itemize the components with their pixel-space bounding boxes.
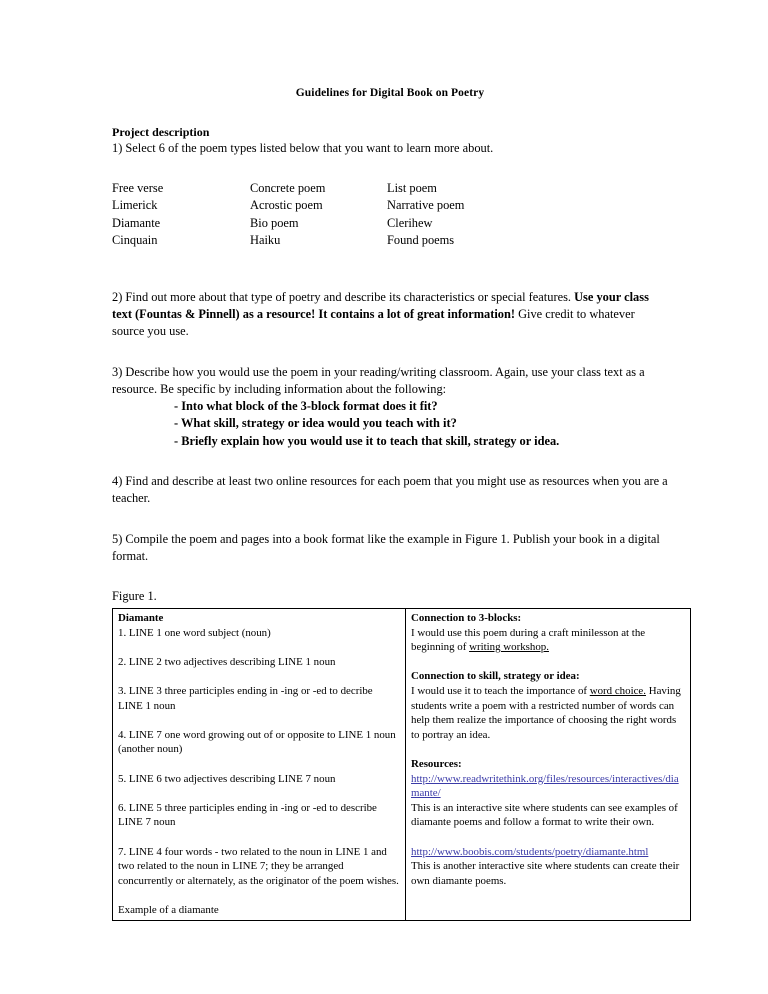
spacer (112, 450, 668, 473)
poem-type-cell: Haiku (250, 232, 281, 247)
diamante-heading: Diamante (118, 612, 164, 625)
spacer (112, 508, 668, 531)
spacer (118, 786, 400, 801)
poem-type-cell: Limerick (112, 198, 158, 213)
table-row (112, 215, 464, 232)
instruction-item-2 (112, 289, 668, 341)
table-row (112, 197, 464, 214)
diamante-line: 5. LINE 6 two adjectives describing LINE 7 noun (118, 772, 336, 785)
figure-left-cell (113, 609, 406, 920)
instruction-item-1: 1) Select 6 of the poem types listed below that you want to learn more about. (112, 141, 494, 155)
poem-type-cell: Diamante (112, 215, 161, 230)
table-row (112, 232, 464, 249)
poem-type-cell: List poem (387, 181, 437, 196)
diamante-line: 2. LINE 2 two adjectives describing LINE 1 noun (118, 655, 336, 668)
diamante-line: 7. LINE 4 four words - two related to the noun in LINE 1 and two related to the noun in LINE 7; they be arranged concurrently or alternately, as the originator of the poem wishes. (118, 845, 399, 887)
poem-type-cell: Clerihew (387, 215, 433, 230)
diamante-example-label: Example of a diamante (118, 903, 219, 916)
diamante-line: 6. LINE 5 three participles ending in -ing or -ed to describe LINE 7 noun (118, 801, 377, 829)
item2-bold-emphasis: Use your class text (Fountas & Pinnell) as a resource! It contains a lot of great information! (112, 290, 649, 322)
resource-link-2[interactable]: http://www.boobis.com/students/poetry/diamante.html (411, 845, 649, 858)
spacer (118, 640, 400, 655)
instruction-item-3-intro: 3) Describe how you would use the poem in your reading/writing classroom. Again, use your class text as a resource. Be specific by including information about the following: (112, 364, 645, 396)
instruction-item-3-bullets (112, 398, 668, 450)
spacer (118, 830, 400, 845)
diamante-line: 4. LINE 7 one word growing out of or opposite to LINE 1 noun (another noun) (118, 728, 396, 756)
connection-3blocks-heading: Connection to 3-blocks: (411, 612, 522, 625)
figure-right-cell (406, 609, 691, 920)
poem-type-cell: Cinquain (112, 232, 158, 247)
spacer (112, 101, 668, 124)
figure-1-table (112, 608, 691, 920)
poem-type-cell: Narrative poem (387, 198, 465, 213)
diamante-line: 1. LINE 1 one word subject (noun) (118, 626, 271, 639)
block2-underlined-term: word choice. (589, 685, 646, 698)
block2-text-b: Having students write a poem with a restricted number of words can help them realize the importance of choosing the right words to portray an idea. (411, 685, 681, 741)
spacer (112, 157, 668, 180)
poem-type-cell: Found poems (387, 232, 455, 247)
bullet-item: - What skill, strategy or idea would you teach with it? (174, 416, 457, 431)
block1-text: I would use this poem during a craft minilesson at the beginning of (411, 626, 646, 654)
bullet-item: - Briefly explain how you would use it to teach that skill, strategy or idea. (174, 433, 560, 448)
poem-type-cell: Acrostic poem (250, 198, 323, 213)
instruction-item-5: 5) Compile the poem and pages into a book format like the example in Figure 1. Publish your book in a digital format. (112, 531, 660, 563)
instruction-item-4: 4) Find and describe at least two online resources for each poem that you might use as resources when you are a teacher. (112, 474, 668, 506)
connection-skill-heading: Connection to skill, strategy or idea: (411, 670, 580, 683)
resource-link-1[interactable]: http://www.readwritethink.org/files/resources/interactives/diamante/ (411, 772, 679, 800)
spacer (118, 669, 400, 684)
item2-text-part2: Give credit to whatever source you use. (112, 307, 635, 339)
connection-skill-text (411, 684, 685, 742)
poem-type-cell: Free verse (112, 181, 164, 196)
spacer (411, 655, 685, 670)
spacer (411, 830, 685, 845)
item2-text-part1: 2) Find out more about that type of poetry and describe its characteristics or special features. (112, 290, 575, 305)
spacer (411, 742, 685, 757)
spacer (118, 888, 400, 903)
spacer (118, 713, 400, 728)
spacer (112, 249, 668, 289)
poem-types-table (112, 180, 464, 249)
block2-text-a: I would use it to teach the importance of (411, 685, 590, 698)
document-body (112, 86, 681, 921)
table-row (112, 180, 464, 197)
spacer (118, 757, 400, 772)
connection-3blocks-text (411, 626, 685, 655)
spacer (112, 341, 668, 364)
resources-heading: Resources: (411, 758, 462, 770)
resource-1-description: This is an interactive site where students can see examples of diamante poems and follow a format to write their own. (411, 801, 678, 829)
resource-2-description: This is another interactive site where students can create their own diamante poems. (411, 860, 680, 887)
poem-type-cell: Bio poem (250, 215, 299, 230)
table-row (113, 609, 691, 920)
spacer (112, 565, 668, 588)
diamante-line: 3. LINE 3 three participles ending in -ing or -ed to decribe LINE 1 noun (118, 685, 373, 712)
page-title: Guidelines for Digital Book on Poetry (295, 87, 485, 99)
poem-type-cell: Concrete poem (250, 181, 326, 196)
block1-underlined-term: writing workshop. (469, 641, 549, 654)
section-heading-project-description: Project description (112, 125, 210, 139)
bullet-item: - Into what block of the 3-block format does it fit? (174, 399, 438, 414)
figure-caption: Figure 1. (112, 589, 157, 604)
